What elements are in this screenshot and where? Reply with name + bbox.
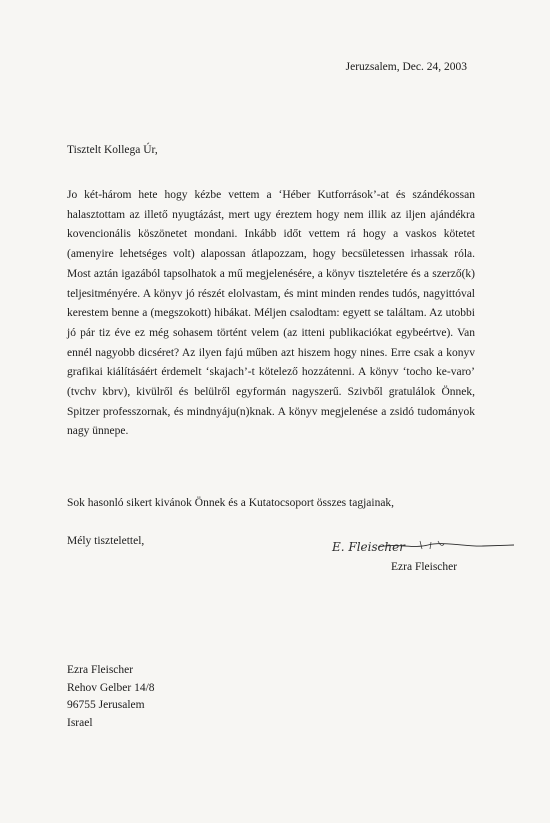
signer-name: Ezra Fleischer	[391, 561, 458, 573]
address-line-street: Rehov Gelber 14/8	[67, 681, 155, 694]
address-line-country: Israel	[67, 716, 93, 729]
signature-script: E. Fleischer	[332, 540, 405, 554]
address-line-name: Ezra Fleischer	[67, 664, 134, 676]
letter-body: Jo két-három hete hogy kézbe vettem a ‘Héber Kutforrások’-at és szándékossan halasztottam az illető nyugtázást, mert ugy éreztem hogy nem illik az iljen ajándékra kovencionális köszönetet mondani. Inkább időt vettem rá hogy a vaskos kötetet (amenyire lehetséges volt) alapossan átlapozzam, hogy becsületessen irhassak róla. Most aztán igazából tapsolhatok a mű megjelenésére, a könyv tiszteletére és a szerző(k) teljesitményére. A könyv jó részét elolvastam, és mint minden rendes tudós, nagyittóval kerestem benne a (megszokott) hibákat. Méljen csalodtam: egyett se találtam. Az utobbi jó pár tiz éve ez még sohasem történt velem (az itteni publikaciókat egybeértve). Van ennél nagyobb dicséret? Az ilyen fajú műben azt hiszem hogy nines. Erre csak a konyv grafikai kiálításáért érdemelt ‘skajach’-t kötelező hozzátenni. A könyv ‘tocho ke-varo’ (tvchv kbrv), kivülről és belülről egyformán nagyszerű. Szivből gratulálok Önnek, Spitzer professzornak, és mindnyáju(n)knak. A könyv megjelenése a zsidó tudományok nagy ünnepe.	[67, 189, 475, 438]
salutation: Tisztelt Kollega Úr,	[67, 144, 158, 156]
handwritten-signature	[318, 533, 518, 563]
closing-line: Sok hasonló sikert kivánok Önnek és a Kutatocsoport összes tagjainak,	[67, 497, 395, 509]
sender-address	[67, 662, 155, 732]
letter-date: Jeruzsalem, Dec. 24, 2003	[345, 61, 467, 73]
regards: Mély tisztelettel,	[67, 535, 145, 547]
address-line-city: 96755 Jerusalem	[67, 699, 145, 711]
